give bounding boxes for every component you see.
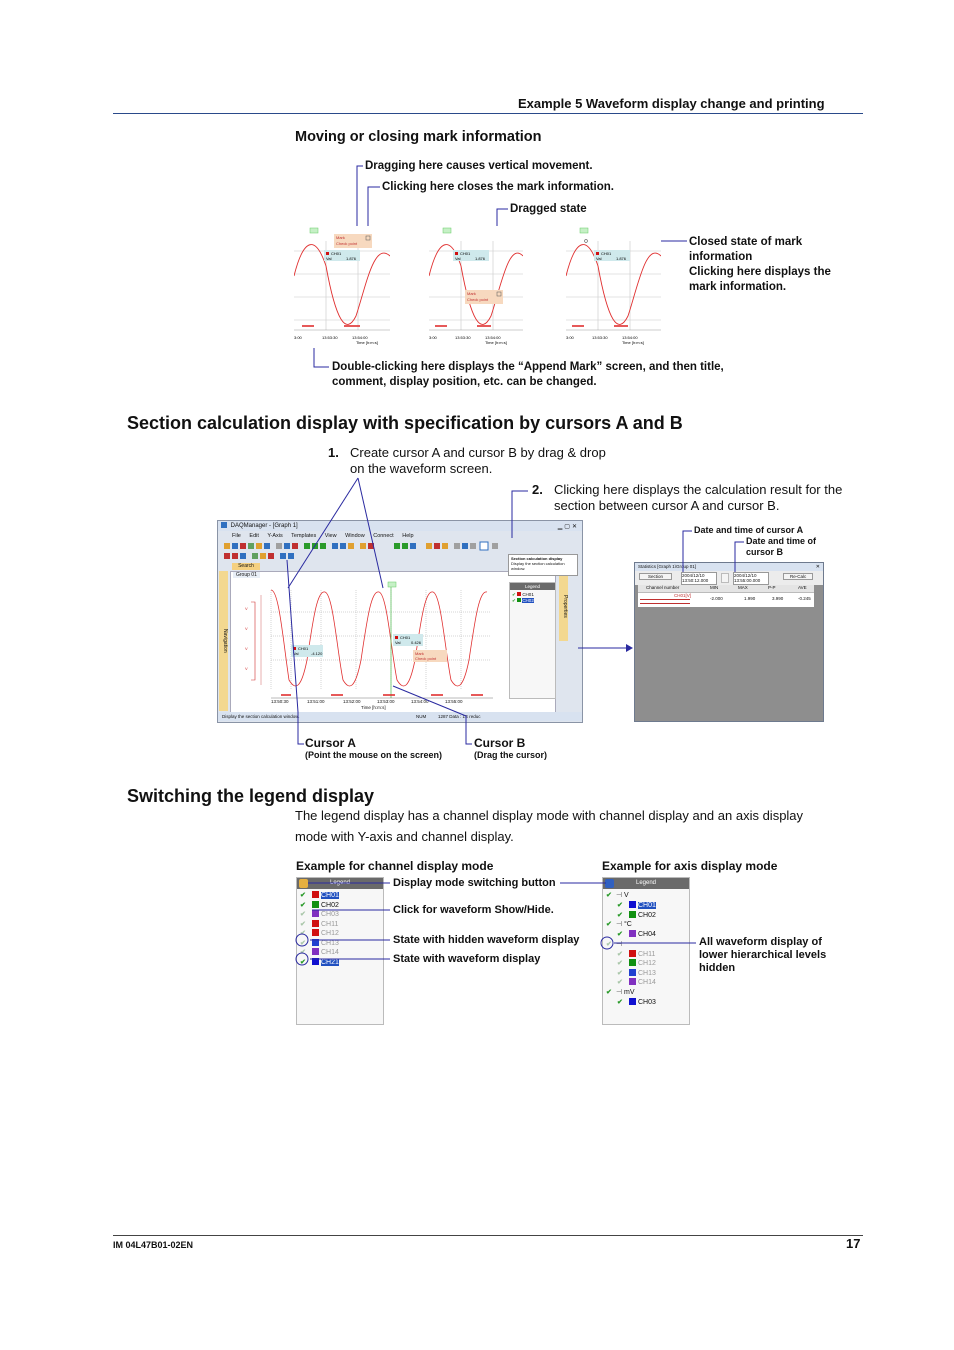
step1-line1: Create cursor A and cursor B by drag & drop bbox=[350, 445, 606, 460]
legend-item-label: CH02 bbox=[638, 911, 656, 919]
channel-mode-title: Example for channel display mode bbox=[296, 859, 494, 873]
svg-text:V: V bbox=[245, 606, 248, 611]
app-title: DAQManager - [Graph 1] bbox=[230, 523, 298, 529]
closed-state-text: Closed state of mark information bbox=[689, 236, 803, 263]
check-icon[interactable]: ✔ bbox=[300, 901, 306, 909]
click-display-text: Clicking here displays the mark information. bbox=[689, 266, 831, 293]
section-header: Example 5 Waveform display change and printing bbox=[518, 96, 825, 111]
svg-text:13:54:00: 13:54:00 bbox=[622, 335, 638, 340]
svg-text:-4.120: -4.120 bbox=[311, 651, 323, 656]
svg-text:Val: Val bbox=[455, 256, 461, 261]
callout-dragged-state: Dragged state bbox=[510, 203, 587, 215]
column-header: MAX bbox=[738, 585, 748, 590]
time-tick: 13:53:00 bbox=[377, 699, 395, 704]
legend-item-label: CH02 bbox=[522, 598, 534, 603]
menu-item[interactable]: Edit bbox=[249, 533, 259, 539]
svg-text:Check point: Check point bbox=[415, 656, 437, 661]
svg-text:V: V bbox=[245, 666, 248, 671]
check-icon[interactable]: ✔ bbox=[617, 998, 623, 1006]
check-icon[interactable]: ✔ bbox=[617, 902, 623, 909]
tooltip-title: Section calculation display bbox=[511, 556, 563, 561]
properties-label: Properties bbox=[562, 594, 568, 618]
legend-item-label: CH01 bbox=[638, 902, 656, 909]
stats-title: Statistics [Graph 1\Group 01] bbox=[638, 564, 697, 569]
svg-text:CH01: CH01 bbox=[460, 251, 471, 256]
svg-text:V: V bbox=[245, 646, 248, 651]
section-label: Section bbox=[639, 573, 672, 580]
menu-item[interactable]: Help bbox=[402, 533, 414, 539]
svg-text:13:54:00: 13:54:00 bbox=[352, 335, 368, 340]
check-icon[interactable]: ✔ bbox=[300, 911, 306, 918]
cursor-a-title: Cursor A bbox=[305, 736, 356, 750]
step1-number: 1. bbox=[328, 445, 339, 460]
status-text: Display the section calculation window. bbox=[222, 714, 300, 719]
legend-item-label: CH03 bbox=[638, 998, 656, 1006]
svg-text:CH01: CH01 bbox=[331, 251, 342, 256]
svg-text:13:54:00: 13:54:00 bbox=[485, 335, 501, 340]
svg-text:13:53:30: 13:53:30 bbox=[592, 335, 608, 340]
axis-icon: ⊣ bbox=[616, 988, 623, 996]
svg-text:CH01: CH01 bbox=[298, 646, 309, 651]
date-b: 2004/12/10 bbox=[734, 573, 757, 578]
check-icon[interactable]: ✔ bbox=[617, 950, 623, 958]
column-header: AVE bbox=[798, 585, 807, 590]
search-label: Search bbox=[238, 563, 254, 569]
check-icon[interactable]: ✔ bbox=[617, 911, 623, 919]
check-icon[interactable]: ✔ bbox=[606, 892, 612, 899]
check-icon[interactable]: ✔ bbox=[617, 969, 623, 977]
cursor-a-note: (Point the mouse on the screen) bbox=[305, 750, 443, 760]
mark-heading: Moving or closing mark information bbox=[295, 129, 542, 145]
svg-text:13:53:30: 13:53:30 bbox=[322, 335, 338, 340]
pp-cell: 3.990 bbox=[772, 596, 784, 601]
check-icon[interactable]: ✔ bbox=[300, 920, 306, 928]
legend-item-label: CH14 bbox=[638, 979, 656, 986]
check-icon[interactable]: ✔ bbox=[300, 949, 306, 956]
check-icon[interactable]: ✔ bbox=[617, 960, 623, 967]
column-header: Channel number bbox=[646, 585, 680, 590]
status-num: NUM bbox=[416, 714, 427, 719]
check-icon[interactable]: ✔ bbox=[300, 958, 306, 966]
legend-item-label: CH13 bbox=[638, 969, 656, 977]
axis-label: V bbox=[624, 892, 629, 899]
svg-text:Check point: Check point bbox=[336, 241, 358, 246]
step1-line2: on the waveform screen. bbox=[350, 461, 493, 476]
svg-text:3:00: 3:00 bbox=[294, 335, 302, 340]
column-header: MIN bbox=[710, 585, 719, 590]
footer-rule bbox=[113, 1235, 863, 1236]
check-icon[interactable]: ✔ bbox=[300, 930, 306, 937]
legend-item-label: CH12 bbox=[321, 930, 339, 937]
tooltip-body: Display the section calculation window. bbox=[511, 561, 565, 571]
time-b: 13:55:00.000 bbox=[734, 578, 761, 583]
step2-line1: Clicking here displays the calculation result for the bbox=[554, 482, 843, 497]
menu-item[interactable]: Y-Axis bbox=[267, 533, 283, 539]
legend-item-label: CH03 bbox=[321, 911, 339, 918]
window-controls[interactable]: ▁▢✕ bbox=[557, 524, 579, 530]
date-b-line2: cursor B bbox=[746, 547, 784, 557]
svg-text:3:00: 3:00 bbox=[429, 335, 437, 340]
max-cell: 1.990 bbox=[744, 596, 756, 601]
svg-text:1.876: 1.876 bbox=[616, 256, 627, 261]
svg-text:Val: Val bbox=[326, 256, 332, 261]
navigation-label: Navigation bbox=[222, 629, 228, 653]
axis-label: °C bbox=[624, 921, 632, 928]
check-icon[interactable]: ✔ bbox=[300, 892, 306, 899]
legend-item-label: CH01 bbox=[321, 892, 339, 899]
svg-text:0.426: 0.426 bbox=[411, 640, 422, 645]
double-click-line1: Double-clicking here displays the “Append Mark” screen, and then title, bbox=[332, 361, 724, 373]
legend-panel-title: Legend bbox=[329, 880, 351, 886]
callout-drag-vertical: Dragging here causes vertical movement. bbox=[365, 160, 593, 172]
check-icon[interactable]: ✔ bbox=[300, 939, 306, 947]
min-cell: -2.000 bbox=[710, 596, 723, 601]
svg-text:1.876: 1.876 bbox=[475, 256, 486, 261]
menu-item[interactable]: Window bbox=[345, 533, 365, 539]
time-tick: 13:50:30 bbox=[271, 699, 289, 704]
channel-cell: CH01[V] bbox=[674, 593, 692, 598]
axis-icon: ⊣ bbox=[616, 892, 623, 899]
legend-item-label: CH11 bbox=[321, 920, 339, 928]
legend-title: Legend bbox=[510, 583, 555, 590]
cursor-b-title: Cursor B bbox=[474, 736, 526, 750]
time-tick: 13:54:00 bbox=[411, 699, 429, 704]
svg-text:13:53:30: 13:53:30 bbox=[455, 335, 471, 340]
callout-shown: State with waveform display bbox=[393, 953, 541, 965]
status-data: 1287 Data : 1S reduc bbox=[438, 714, 481, 719]
legend-item-label: CH14 bbox=[321, 949, 339, 956]
date-a: 2004/12/10 bbox=[682, 573, 705, 578]
axis-icon: ⊣ bbox=[616, 921, 623, 928]
all-hidden-line1: All waveform display of bbox=[699, 936, 822, 948]
legend-heading: Switching the legend display bbox=[127, 786, 375, 806]
menu-item[interactable]: View bbox=[324, 533, 337, 539]
cursor-b-note: (Drag the cursor) bbox=[474, 750, 548, 760]
time-tick: 13:51:00 bbox=[307, 699, 325, 704]
legend-body-line1: The legend display has a channel display mode with channel display and an axis display bbox=[295, 808, 804, 823]
ave-cell: -0.245 bbox=[798, 596, 811, 601]
time-axis-label: Time [h:m:s] bbox=[361, 705, 386, 710]
svg-text:Val: Val bbox=[293, 651, 299, 656]
menu-item[interactable]: File bbox=[232, 533, 241, 539]
time-tick: 13:52:00 bbox=[343, 699, 361, 704]
legend-item-label: CH12 bbox=[638, 960, 656, 967]
check-icon[interactable]: ✔ bbox=[606, 921, 612, 928]
time-tick: 13:55:00 bbox=[445, 699, 463, 704]
svg-text:CH01: CH01 bbox=[601, 251, 612, 256]
check-icon: ✔ bbox=[512, 592, 516, 597]
recalc-button[interactable]: Re-Calc bbox=[783, 573, 813, 580]
group-tab[interactable]: Group 01 bbox=[233, 572, 260, 578]
svg-text:Time [h:m:s]: Time [h:m:s] bbox=[356, 340, 378, 345]
legend-item-label: CH11 bbox=[638, 950, 656, 958]
svg-text:1.876: 1.876 bbox=[346, 256, 357, 261]
svg-text:Val: Val bbox=[395, 640, 401, 645]
page-number: 17 bbox=[846, 1236, 861, 1251]
time-a: 13:50:12.000 bbox=[682, 578, 709, 583]
callout-date-a: Date and time of cursor A bbox=[694, 525, 804, 535]
column-header: P-P bbox=[768, 585, 776, 590]
svg-text:3:00: 3:00 bbox=[566, 335, 574, 340]
close-icon[interactable]: ✕ bbox=[815, 564, 820, 570]
callout-show-hide: Click for waveform Show/Hide. bbox=[393, 904, 554, 916]
callout-hidden: State with hidden waveform display bbox=[393, 934, 580, 946]
all-hidden-line3: hidden bbox=[699, 962, 736, 974]
check-icon[interactable]: ✔ bbox=[617, 931, 623, 938]
legend-body-line2: mode with Y-axis and channel display. bbox=[295, 829, 514, 844]
svg-text:V: V bbox=[245, 626, 248, 631]
check-icon[interactable]: ✔ bbox=[606, 988, 612, 996]
legend-item-label: CH02 bbox=[321, 901, 339, 909]
svg-text:Time [h:m:s]: Time [h:m:s] bbox=[485, 340, 507, 345]
doc-id: IM 04L47B01-02EN bbox=[113, 1240, 194, 1250]
section-calc-heading: Section calculation display with specification by cursors A and B bbox=[127, 413, 683, 433]
legend-item-label: CH04 bbox=[638, 931, 656, 938]
axis-label: mV bbox=[624, 988, 635, 996]
legend-item-label: CH13 bbox=[321, 939, 339, 947]
double-click-line2: comment, display position, etc. can be changed. bbox=[332, 376, 597, 388]
axis-icon: ⊣ bbox=[616, 940, 623, 948]
all-hidden-line2: lower hierarchical levels bbox=[699, 949, 827, 961]
check-icon: ✔ bbox=[512, 598, 516, 603]
check-icon[interactable]: ✔ bbox=[617, 979, 623, 986]
menu-item[interactable]: Templates bbox=[291, 533, 317, 539]
check-icon[interactable]: ✔ bbox=[606, 940, 612, 948]
axis-mode-title: Example for axis display mode bbox=[602, 859, 778, 873]
callout-click-close: Clicking here closes the mark information. bbox=[382, 181, 614, 193]
svg-text:CH01: CH01 bbox=[400, 635, 411, 640]
step2-line2: section between cursor A and cursor B. bbox=[554, 498, 780, 513]
svg-text:Mark: Mark bbox=[467, 291, 476, 296]
svg-text:Val: Val bbox=[596, 256, 602, 261]
legend-item-label: CH21 bbox=[321, 958, 339, 966]
svg-text:Mark: Mark bbox=[415, 651, 424, 656]
date-b-line1: Date and time of bbox=[746, 536, 817, 546]
legend-item-label: CH01 bbox=[522, 592, 534, 597]
legend-panel-title: Legend bbox=[635, 880, 657, 886]
menu-item[interactable]: Connect bbox=[373, 533, 394, 539]
svg-text:Time [h:m:s]: Time [h:m:s] bbox=[622, 340, 644, 345]
svg-text:Mark: Mark bbox=[336, 235, 345, 240]
svg-text:Check point: Check point bbox=[467, 297, 489, 302]
callout-switch: Display mode switching button bbox=[393, 877, 556, 889]
step2-number: 2. bbox=[532, 482, 543, 497]
